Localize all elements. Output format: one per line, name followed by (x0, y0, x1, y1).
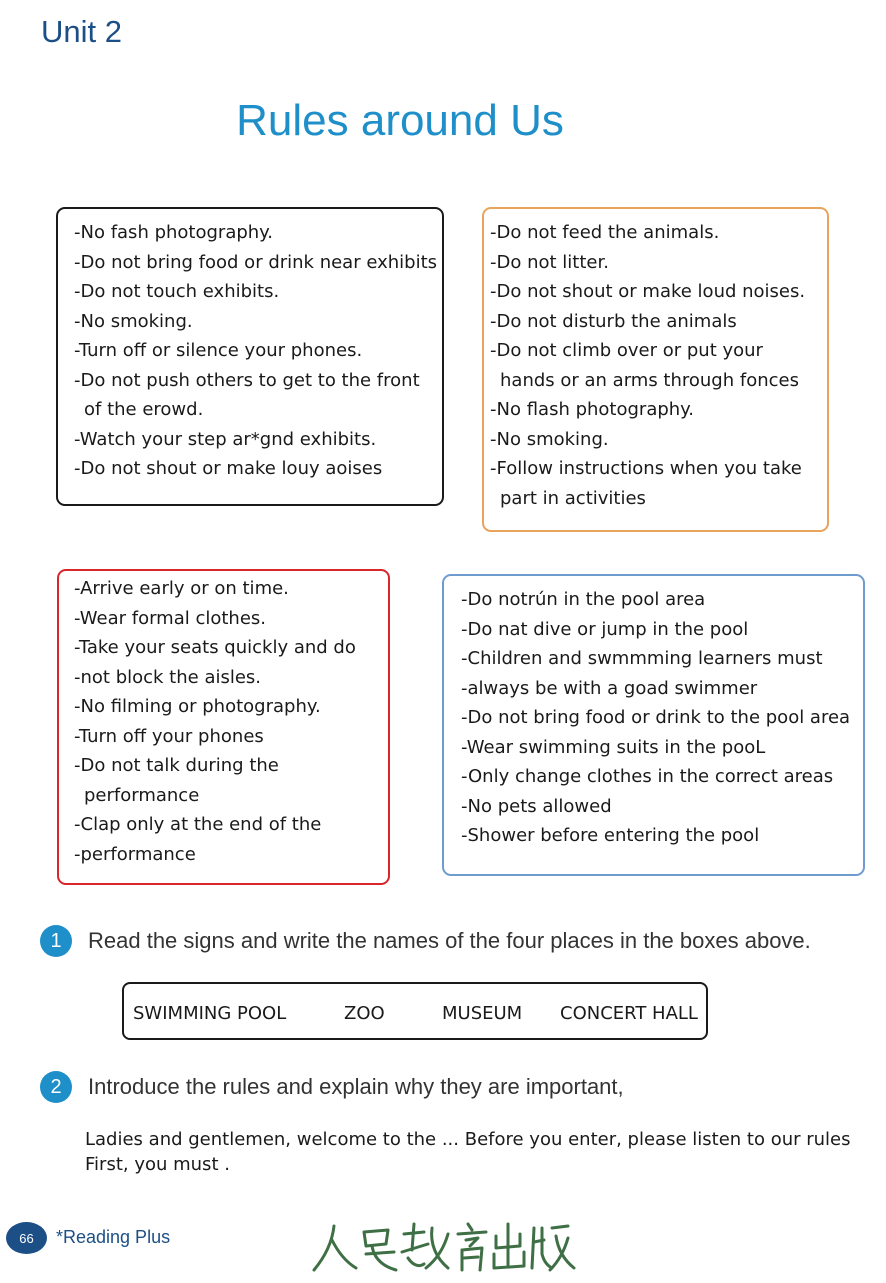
task-instruction: Read the signs and write the names of the four places in the boxes above. (88, 928, 811, 953)
rule-line: -Do not bring food or drink to the pool area (461, 707, 851, 728)
rule-line: -Children and swmmming learners must (461, 648, 823, 669)
rule-line: -Turn off your phones (74, 725, 264, 747)
concert-rules-box (57, 569, 390, 885)
rule-line: -Do notrún in the pool area (461, 589, 706, 610)
speech-prompt-line: Ladies and gentlemen, welcome to the ... Before you enter, please listen to our rules (85, 1129, 851, 1150)
rule-line: -performance (74, 843, 196, 865)
rule-line: -Do not touch exhibits. (74, 281, 280, 302)
rule-line: -Follow instructions when you take (490, 458, 802, 479)
rule-line: -Do not bring food or drink near exhibits (74, 251, 438, 273)
rule-line: -No smoking. (490, 428, 609, 450)
task-number-badge: 1 (40, 925, 72, 957)
rule-line: -Wear swimming suits in the pooL (461, 736, 766, 758)
rule-line: -Wear formal clothes. (74, 607, 267, 629)
rule-line: -not block the aisles. (74, 666, 262, 688)
rule-line: of the erowd. (84, 399, 204, 420)
rule-line: -No filming or photography. (74, 696, 321, 717)
rule-line: -Do not litter. (490, 251, 609, 273)
word-bank-item: ZOO (344, 1003, 385, 1024)
rule-line: -Do nat dive or jump in the pool (461, 618, 749, 640)
word-bank (122, 982, 708, 1040)
word-bank-item: SWIMMING POOL (133, 1003, 287, 1024)
page-number: 66 (6, 1222, 47, 1254)
rule-line: -No smoking. (74, 310, 193, 332)
task-number-badge: 2 (40, 1071, 72, 1103)
footer-label: *Reading Plus (56, 1227, 171, 1247)
rule-line: -Shower before entering the pool (461, 825, 760, 846)
rule-line: -Clap only at the end of the (74, 814, 322, 835)
pool-rules-box (442, 574, 865, 876)
word-bank-item: CONCERT HALL (560, 1003, 698, 1024)
rule-line: hands or an arms through fonces (500, 369, 799, 391)
rule-line: -Do not climb over or put your (490, 340, 763, 361)
rule-line: -Do not push others to get to the front (74, 369, 420, 391)
museum-rules-box (56, 207, 444, 506)
task-2 (40, 1071, 624, 1103)
task-1 (40, 925, 811, 957)
publisher-logo (312, 1214, 578, 1276)
rule-line: -Turn off or silence your phones. (74, 340, 363, 361)
rule-line: -Do not shout or make louy aoises (74, 458, 383, 479)
task-instruction: Introduce the rules and explain why they are important, (88, 1074, 624, 1099)
page-title: Rules around Us (236, 96, 564, 145)
speech-prompt-line: First, you must . (85, 1154, 230, 1175)
rule-line: -Do not feed the animals. (490, 222, 720, 243)
word-bank-item: MUSEUM (442, 1003, 523, 1024)
rule-line: -Take your seats quickly and do (74, 637, 356, 658)
rule-line: -Arrive early or on time. (74, 578, 289, 599)
unit-label: Unit 2 (41, 14, 122, 49)
rule-line: part in activities (500, 487, 646, 509)
rule-line: -Do not talk during the (74, 755, 279, 776)
zoo-rules-box (482, 207, 829, 532)
rule-line: -Only change clothes in the correct areas (461, 766, 834, 787)
rule-line: -Watch your step ar*gnd exhibits. (74, 428, 377, 450)
rule-line: -No flash photography. (490, 399, 694, 420)
rule-line: -always be with a goad swimmer (461, 677, 758, 699)
rule-line: -No pets allowed (461, 795, 612, 817)
rule-line: -Do not shout or make loud noises. (490, 281, 806, 302)
rule-line: -Do not disturb the animals (490, 310, 737, 332)
rule-line: performance (84, 784, 200, 806)
rule-line: -No fash photography. (74, 222, 273, 243)
